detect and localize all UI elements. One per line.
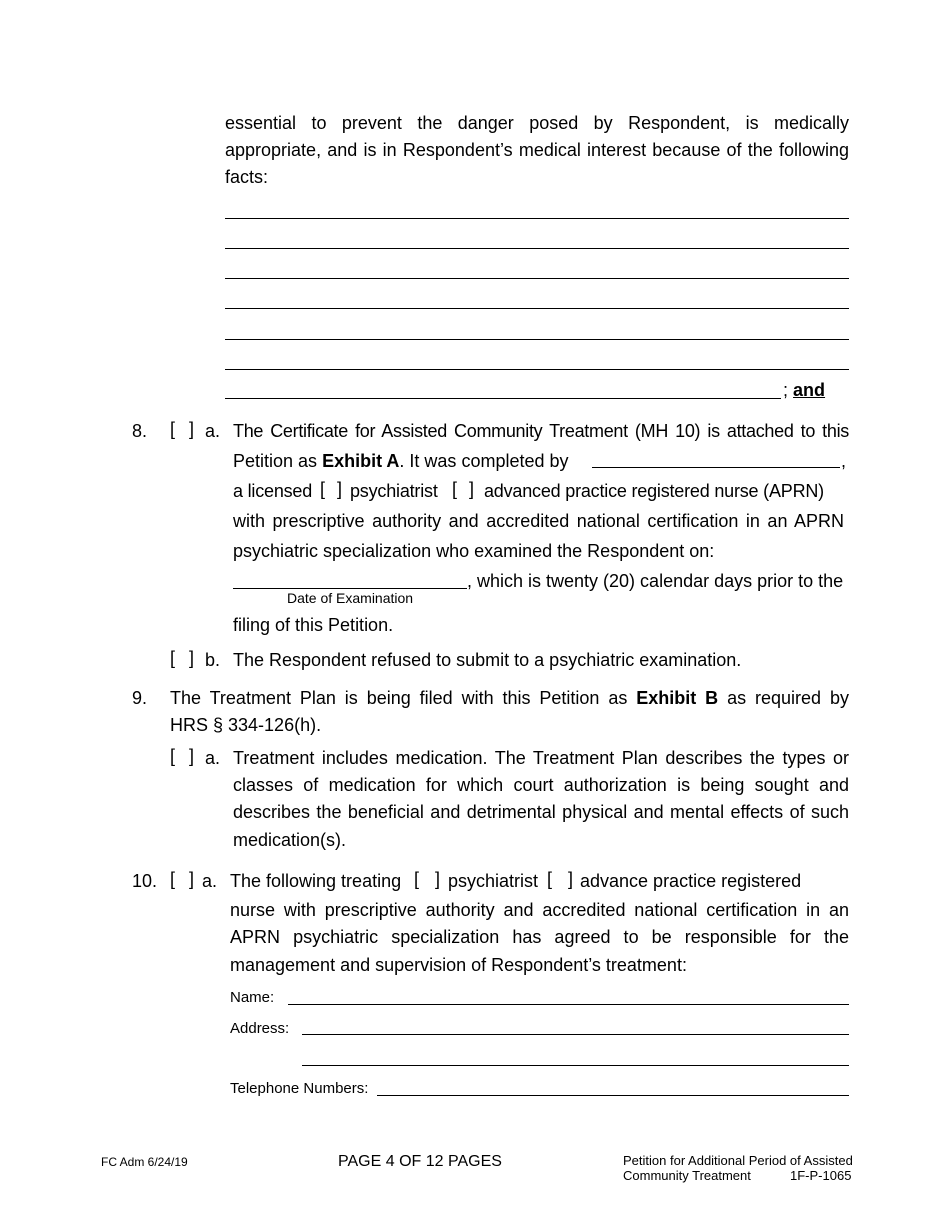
psychiatrist-checkbox[interactable]: [ ] bbox=[320, 479, 343, 499]
address-label: Address: bbox=[230, 1020, 290, 1037]
date-caption: Date of Examination bbox=[287, 590, 414, 606]
item-8a-line-5: psychiatric specialization who examined the Respondent on: bbox=[233, 541, 715, 561]
psychiatrist-option-label: psychiatrist bbox=[350, 481, 438, 501]
item-9-number: 9. bbox=[132, 688, 148, 708]
aprn-option-label: advanced practice registered nurse (APRN) bbox=[484, 481, 824, 501]
comma: , bbox=[841, 451, 847, 471]
footer-title-line-1: Petition for Additional Period of Assisted bbox=[623, 1153, 853, 1168]
item-8a-line-6: , which is twenty (20) calendar days prior to the bbox=[467, 571, 844, 591]
item-8b-text: The Respondent refused to submit to a psychiatric examination. bbox=[233, 650, 742, 670]
aprn-checkbox[interactable]: [ ] bbox=[452, 479, 475, 499]
treating-aprn-checkbox[interactable]: [ ] bbox=[547, 869, 574, 889]
item-8b-letter: b. bbox=[205, 650, 221, 670]
treating-psychiatrist-checkbox[interactable]: [ ] bbox=[414, 869, 441, 889]
item-10a-checkbox[interactable]: [ ] bbox=[170, 869, 195, 889]
facts-blank-line-6[interactable] bbox=[225, 369, 849, 370]
item-9a-letter: a. bbox=[205, 748, 221, 768]
intro-line-1: essential to prevent the danger posed by Respondent, is medically bbox=[225, 113, 849, 133]
page-number: PAGE 4 OF 12 PAGES bbox=[338, 1153, 502, 1170]
item-10a-line-2: nurse with prescriptive authority and accredited national certification in an bbox=[230, 900, 849, 920]
item-10a-letter: a. bbox=[202, 871, 218, 891]
item-8a-line-3: a licensed bbox=[233, 481, 313, 501]
intro-line-3: facts: bbox=[225, 167, 269, 187]
item-9a-checkbox[interactable]: [ ] bbox=[170, 746, 195, 766]
item-9a-line-2: classes of medication for which court authorization is being sought and bbox=[233, 775, 849, 795]
item-10a-line-4: management and supervision of Respondent’s treatment: bbox=[230, 955, 687, 975]
completed-by-field[interactable] bbox=[592, 467, 840, 468]
item-8a-letter: a. bbox=[205, 421, 221, 441]
footer-form-number: 1F-P-1065 bbox=[790, 1168, 852, 1183]
and-conjunction: and bbox=[793, 380, 826, 400]
date-of-examination-field[interactable] bbox=[233, 588, 467, 589]
exhibit-b-label: Exhibit B bbox=[636, 688, 719, 708]
item-9-line-1: The Treatment Plan is being filed with this Petition as Exhibit B as required by bbox=[170, 688, 849, 708]
facts-blank-line-2[interactable] bbox=[225, 248, 849, 249]
facts-blank-line-5[interactable] bbox=[225, 339, 849, 340]
facts-blank-line-3[interactable] bbox=[225, 278, 849, 279]
item-10a-line-3: APRN psychiatric specialization has agreed to be responsible for the bbox=[230, 927, 849, 947]
item-8b-checkbox[interactable]: [ ] bbox=[170, 648, 195, 668]
item-9a-line-1: Treatment includes medication. The Treatment Plan describes the types or bbox=[233, 748, 849, 768]
address-field-line-2[interactable] bbox=[302, 1065, 849, 1066]
telephone-label: Telephone Numbers: bbox=[230, 1080, 369, 1097]
address-field-line-1[interactable] bbox=[302, 1034, 849, 1035]
facts-end bbox=[783, 376, 825, 404]
facts-blank-line-4[interactable] bbox=[225, 308, 849, 309]
footer-title-line-2a: Community Treatment bbox=[623, 1168, 751, 1183]
item-8a-line-7: filing of this Petition. bbox=[233, 615, 394, 635]
item-8a-checkbox[interactable]: [ ] bbox=[170, 419, 195, 439]
telephone-field[interactable] bbox=[377, 1095, 849, 1096]
item-8-number: 8. bbox=[132, 421, 148, 441]
facts-blank-line-1[interactable] bbox=[225, 218, 849, 219]
form-code: FC Adm 6/24/19 bbox=[101, 1155, 188, 1169]
item-10-number: 10. bbox=[132, 871, 158, 891]
exhibit-a-label: Exhibit A bbox=[322, 451, 400, 471]
item-9-line-2: HRS § 334-126(h). bbox=[170, 715, 322, 735]
treating-psychiatrist-label: psychiatrist bbox=[448, 871, 539, 891]
intro-line-2: appropriate, and is in Respondent’s medical interest because of the following bbox=[225, 140, 849, 160]
item-9a-line-4: medication(s). bbox=[233, 830, 347, 850]
item-10a-line-1-pre: The following treating bbox=[230, 871, 402, 891]
name-field[interactable] bbox=[288, 1004, 849, 1005]
semicolon: ; bbox=[783, 380, 789, 400]
item-8a-line-2: Petition as Exhibit A. It was completed by bbox=[233, 451, 569, 471]
item-8a-line-4: with prescriptive authority and accredited national certification in an APRN bbox=[233, 511, 844, 531]
item-9a-line-3: describes the beneficial and detrimental physical and mental effects of such bbox=[233, 802, 849, 822]
item-8a-line-1: The Certificate for Assisted Community Treatment (MH 10) is attached to this bbox=[233, 421, 849, 441]
name-label: Name: bbox=[230, 989, 275, 1006]
facts-blank-line-7[interactable] bbox=[225, 398, 781, 399]
treating-aprn-label: advance practice registered bbox=[580, 871, 802, 891]
